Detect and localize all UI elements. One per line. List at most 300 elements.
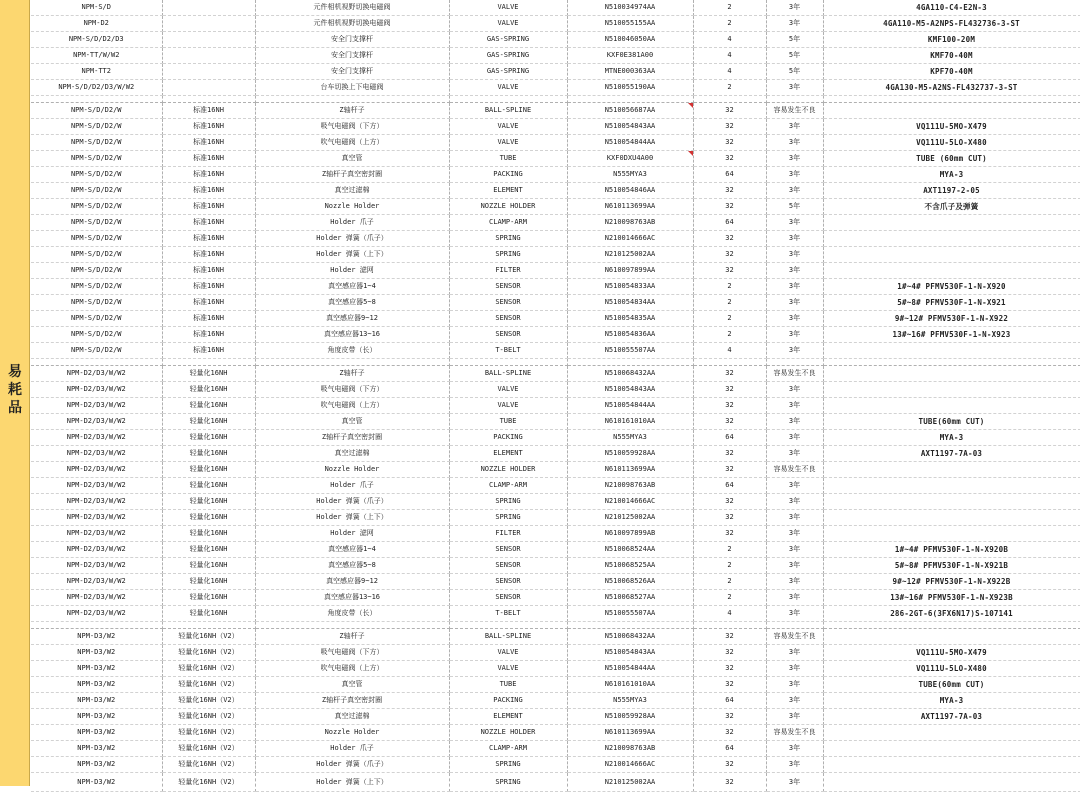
separator-cell[interactable] [567,622,693,629]
cell-head-type[interactable]: 轻量化16NH（V2） [162,757,255,773]
cell-lifetime[interactable]: 5年 [766,32,823,48]
cell-quantity[interactable]: 32 [693,247,766,263]
cell-spec[interactable]: VQ111U-5MO-X479 [823,645,1080,661]
cell-part-class[interactable]: SPRING [449,231,567,247]
cell-lifetime[interactable]: 3年 [766,590,823,606]
cell-part-class[interactable]: VALVE [449,661,567,677]
cell-part-class[interactable]: ELEMENT [449,183,567,199]
cell-model[interactable]: NPM-D3/W2 [31,645,162,661]
cell-model[interactable]: NPM-D2 [31,16,162,32]
cell-part-name[interactable]: 真空管 [255,151,449,167]
cell-head-type[interactable] [162,80,255,96]
cell-part-number[interactable]: N555MYA3 [567,693,693,709]
cell-quantity[interactable]: 32 [693,398,766,414]
cell-part-class[interactable]: VALVE [449,16,567,32]
cell-spec[interactable]: 5#~8# PFMV530F-1-N-X921B [823,558,1080,574]
cell-part-class[interactable]: VALVE [449,645,567,661]
cell-head-type[interactable] [162,0,255,16]
cell-quantity[interactable]: 2 [693,0,766,16]
cell-lifetime[interactable]: 3年 [766,606,823,622]
cell-part-class[interactable]: VALVE [449,382,567,398]
cell-quantity[interactable]: 32 [693,183,766,199]
cell-quantity[interactable]: 64 [693,430,766,446]
cell-part-number[interactable]: N510054844AA [567,398,693,414]
cell-head-type[interactable]: 轻量化16NH [162,558,255,574]
cell-part-name[interactable]: Holder 弹簧（爪子） [255,757,449,773]
cell-spec[interactable] [823,725,1080,741]
cell-lifetime[interactable]: 5年 [766,48,823,64]
cell-quantity[interactable]: 4 [693,64,766,80]
cell-part-number[interactable]: N510054834AA [567,295,693,311]
cell-lifetime[interactable]: 3年 [766,414,823,430]
cell-part-class[interactable]: GAS-SPRING [449,48,567,64]
cell-head-type[interactable]: 轻量化16NH（V2） [162,773,255,792]
cell-part-number[interactable]: N510054843AA [567,119,693,135]
cell-part-class[interactable]: SENSOR [449,327,567,343]
cell-part-class[interactable]: VALVE [449,119,567,135]
cell-quantity[interactable]: 32 [693,199,766,215]
cell-part-name[interactable]: Holder 弹簧（上下） [255,510,449,526]
cell-quantity[interactable]: 64 [693,693,766,709]
cell-part-class[interactable]: NOZZLE HOLDER [449,462,567,478]
cell-head-type[interactable]: 轻量化16NH（V2） [162,709,255,725]
cell-part-number[interactable]: N210125002AA [567,510,693,526]
cell-head-type[interactable]: 轻量化16NH（V2） [162,741,255,757]
cell-part-name[interactable]: Holder 滤网 [255,526,449,542]
cell-part-name[interactable]: 真空过滤棉 [255,446,449,462]
cell-part-name[interactable]: 真空感应器5~8 [255,295,449,311]
cell-lifetime[interactable]: 5年 [766,64,823,80]
cell-spec[interactable]: KPF70-40M [823,64,1080,80]
separator-cell[interactable] [693,622,766,629]
cell-part-name[interactable]: 真空感应器1~4 [255,279,449,295]
cell-part-name[interactable]: Holder 爪子 [255,215,449,231]
cell-part-number[interactable]: N610097899AA [567,263,693,279]
cell-part-number[interactable]: N555MYA3 [567,167,693,183]
cell-spec[interactable]: AXT1197-7A-03 [823,446,1080,462]
cell-lifetime[interactable]: 容易发生不良 [766,725,823,741]
separator-cell[interactable] [823,622,1080,629]
cell-part-name[interactable]: Z轴杆子 [255,103,449,119]
cell-model[interactable]: NPM-D2/D3/W/W2 [31,366,162,382]
cell-part-number[interactable]: N510068432AA [567,366,693,382]
cell-model[interactable]: NPM-D2/D3/W/W2 [31,510,162,526]
cell-part-class[interactable]: NOZZLE HOLDER [449,725,567,741]
cell-head-type[interactable]: 标准16NH [162,247,255,263]
cell-head-type[interactable]: 标准16NH [162,279,255,295]
cell-part-name[interactable]: Z轴杆子真空密封圈 [255,693,449,709]
cell-part-number[interactable]: N210014666AC [567,231,693,247]
cell-lifetime[interactable]: 3年 [766,16,823,32]
cell-head-type[interactable]: 轻量化16NH [162,462,255,478]
cell-head-type[interactable]: 轻量化16NH [162,494,255,510]
cell-spec[interactable] [823,247,1080,263]
cell-model[interactable]: NPM-S/D/D2/D3/W/W2 [31,80,162,96]
cell-head-type[interactable]: 标准16NH [162,103,255,119]
cell-spec[interactable] [823,366,1080,382]
cell-model[interactable]: NPM-S/D/D2/W [31,295,162,311]
cell-part-class[interactable]: SENSOR [449,279,567,295]
cell-part-name[interactable]: 元件相机视野切换电磁阀 [255,0,449,16]
separator-cell[interactable] [567,359,693,366]
cell-part-name[interactable]: 真空过滤棉 [255,709,449,725]
cell-quantity[interactable]: 2 [693,558,766,574]
cell-part-number[interactable]: N510059928AA [567,709,693,725]
cell-head-type[interactable]: 标准16NH [162,215,255,231]
separator-cell[interactable] [31,96,162,103]
cell-lifetime[interactable]: 3年 [766,263,823,279]
cell-model[interactable]: NPM-D3/W2 [31,661,162,677]
cell-part-number[interactable]: N510068526AA [567,574,693,590]
cell-part-class[interactable]: ELEMENT [449,446,567,462]
cell-part-name[interactable]: 安全门支撑杆 [255,64,449,80]
cell-part-number[interactable]: N510068527AA [567,590,693,606]
cell-model[interactable]: NPM-S/D/D2/W [31,135,162,151]
cell-part-number[interactable]: N510068524AA [567,542,693,558]
separator-cell[interactable] [255,359,449,366]
cell-lifetime[interactable]: 容易发生不良 [766,462,823,478]
cell-lifetime[interactable]: 3年 [766,773,823,792]
cell-part-name[interactable]: 真空感应器5~8 [255,558,449,574]
cell-part-name[interactable]: 角度皮带（长） [255,606,449,622]
cell-part-class[interactable]: SPRING [449,757,567,773]
cell-part-class[interactable]: T-BELT [449,343,567,359]
cell-quantity[interactable]: 64 [693,215,766,231]
cell-head-type[interactable]: 轻量化16NH（V2） [162,725,255,741]
cell-part-class[interactable]: CLAMP-ARM [449,478,567,494]
cell-model[interactable]: NPM-D3/W2 [31,741,162,757]
cell-spec[interactable] [823,343,1080,359]
cell-head-type[interactable]: 标准16NH [162,263,255,279]
cell-part-number[interactable]: N610161010AA [567,677,693,693]
cell-part-number[interactable]: N510068432AA [567,629,693,645]
cell-quantity[interactable]: 32 [693,446,766,462]
cell-lifetime[interactable]: 容易发生不良 [766,366,823,382]
cell-lifetime[interactable]: 3年 [766,661,823,677]
cell-part-class[interactable]: CLAMP-ARM [449,741,567,757]
cell-quantity[interactable]: 2 [693,542,766,558]
cell-model[interactable]: NPM-S/D/D2/W [31,199,162,215]
cell-part-name[interactable]: Z轴杆子真空密封圈 [255,430,449,446]
cell-part-class[interactable]: SPRING [449,247,567,263]
cell-quantity[interactable]: 32 [693,757,766,773]
cell-model[interactable]: NPM-D3/W2 [31,757,162,773]
cell-spec[interactable] [823,510,1080,526]
cell-part-number[interactable]: N210098763AB [567,741,693,757]
cell-part-number[interactable]: N210125002AA [567,247,693,263]
cell-spec[interactable] [823,382,1080,398]
cell-head-type[interactable]: 标准16NH [162,119,255,135]
cell-part-number[interactable]: N510054843AA [567,645,693,661]
cell-lifetime[interactable]: 3年 [766,478,823,494]
cell-spec[interactable]: 4GA130-M5-A2NS-FL432737-3-ST [823,80,1080,96]
cell-part-name[interactable]: 吸气电磁阀（下方） [255,645,449,661]
separator-cell[interactable] [449,96,567,103]
cell-spec[interactable]: VQ111U-5LO-X480 [823,661,1080,677]
separator-cell[interactable] [162,622,255,629]
cell-part-name[interactable]: Holder 弹簧（上下） [255,247,449,263]
cell-model[interactable]: NPM-D2/D3/W/W2 [31,462,162,478]
cell-part-class[interactable]: SENSOR [449,574,567,590]
cell-lifetime[interactable]: 3年 [766,215,823,231]
cell-part-number[interactable]: N510046050AA [567,32,693,48]
cell-part-class[interactable]: GAS-SPRING [449,32,567,48]
cell-model[interactable]: NPM-S/D [31,0,162,16]
cell-part-class[interactable]: SENSOR [449,558,567,574]
cell-head-type[interactable]: 标准16NH [162,311,255,327]
cell-part-number[interactable]: N610161010AA [567,414,693,430]
cell-quantity[interactable]: 32 [693,645,766,661]
cell-part-class[interactable]: BALL-SPLINE [449,629,567,645]
cell-head-type[interactable]: 轻量化16NH（V2） [162,661,255,677]
cell-spec[interactable] [823,773,1080,792]
cell-part-number[interactable]: MTNE000363AA [567,64,693,80]
separator-cell[interactable] [255,96,449,103]
cell-quantity[interactable]: 32 [693,382,766,398]
cell-part-number[interactable]: N510068525AA [567,558,693,574]
cell-part-name[interactable]: Holder 弹簧（爪子） [255,494,449,510]
separator-cell[interactable] [31,359,162,366]
cell-head-type[interactable]: 轻量化16NH [162,414,255,430]
cell-part-class[interactable]: PACKING [449,693,567,709]
cell-quantity[interactable]: 32 [693,366,766,382]
cell-model[interactable]: NPM-S/D/D2/W [31,119,162,135]
cell-quantity[interactable]: 4 [693,48,766,64]
cell-part-number[interactable]: N510054836AA [567,327,693,343]
cell-part-name[interactable]: 真空管 [255,677,449,693]
separator-cell[interactable] [823,96,1080,103]
cell-head-type[interactable]: 轻量化16NH [162,606,255,622]
cell-lifetime[interactable]: 3年 [766,231,823,247]
cell-model[interactable]: NPM-D2/D3/W/W2 [31,558,162,574]
cell-lifetime[interactable]: 3年 [766,510,823,526]
cell-part-name[interactable]: 安全门支撑杆 [255,32,449,48]
cell-head-type[interactable]: 轻量化16NH [162,590,255,606]
cell-part-class[interactable]: BALL-SPLINE [449,366,567,382]
cell-quantity[interactable]: 4 [693,606,766,622]
cell-quantity[interactable]: 2 [693,574,766,590]
cell-part-number[interactable]: N510034974AA [567,0,693,16]
cell-quantity[interactable]: 32 [693,151,766,167]
cell-part-class[interactable]: SPRING [449,773,567,792]
cell-quantity[interactable]: 2 [693,279,766,295]
cell-part-class[interactable]: SENSOR [449,590,567,606]
cell-part-name[interactable]: Holder 弹簧（爪子） [255,231,449,247]
cell-part-class[interactable]: VALVE [449,0,567,16]
cell-head-type[interactable]: 标准16NH [162,327,255,343]
cell-lifetime[interactable]: 3年 [766,757,823,773]
cell-lifetime[interactable]: 容易发生不良 [766,103,823,119]
cell-quantity[interactable]: 4 [693,32,766,48]
cell-head-type[interactable]: 轻量化16NH（V2） [162,693,255,709]
cell-lifetime[interactable]: 3年 [766,446,823,462]
cell-spec[interactable]: TUBE(60mm CUT) [823,677,1080,693]
cell-part-class[interactable]: FILTER [449,526,567,542]
cell-part-class[interactable]: PACKING [449,430,567,446]
cell-part-name[interactable]: Holder 爪子 [255,478,449,494]
cell-lifetime[interactable]: 3年 [766,167,823,183]
cell-part-name[interactable]: 真空感应器13~16 [255,590,449,606]
cell-model[interactable]: NPM-D3/W2 [31,773,162,792]
cell-spec[interactable] [823,526,1080,542]
cell-part-number[interactable]: N210098763AB [567,478,693,494]
cell-head-type[interactable]: 轻量化16NH [162,398,255,414]
cell-quantity[interactable]: 4 [693,343,766,359]
cell-part-name[interactable]: 真空感应器13~16 [255,327,449,343]
cell-lifetime[interactable]: 3年 [766,119,823,135]
cell-lifetime[interactable]: 3年 [766,693,823,709]
cell-part-number[interactable]: N510054835AA [567,311,693,327]
cell-model[interactable]: NPM-D3/W2 [31,693,162,709]
cell-part-number[interactable]: N555MYA3 [567,430,693,446]
cell-part-number[interactable]: N510055507AA [567,606,693,622]
cell-quantity[interactable]: 32 [693,494,766,510]
cell-quantity[interactable]: 32 [693,709,766,725]
cell-part-number[interactable]: N510054846AA [567,183,693,199]
separator-cell[interactable] [449,359,567,366]
cell-spec[interactable]: AXT1197-2-05 [823,183,1080,199]
cell-model[interactable]: NPM-D2/D3/W/W2 [31,542,162,558]
cell-quantity[interactable]: 32 [693,135,766,151]
cell-part-name[interactable]: 吸气电磁阀（下方） [255,382,449,398]
cell-quantity[interactable]: 32 [693,119,766,135]
cell-head-type[interactable]: 轻量化16NH [162,542,255,558]
cell-lifetime[interactable]: 3年 [766,677,823,693]
cell-part-name[interactable]: Nozzle Holder [255,462,449,478]
cell-spec[interactable] [823,103,1080,119]
cell-part-name[interactable]: 安全门支撑杆 [255,48,449,64]
cell-model[interactable]: NPM-D2/D3/W/W2 [31,414,162,430]
cell-part-class[interactable]: SPRING [449,494,567,510]
cell-part-class[interactable]: GAS-SPRING [449,64,567,80]
cell-lifetime[interactable]: 3年 [766,542,823,558]
cell-spec[interactable]: MYA-3 [823,167,1080,183]
cell-part-class[interactable]: TUBE [449,151,567,167]
cell-part-number[interactable]: KXF0DXU4A00 [567,151,693,167]
cell-quantity[interactable]: 32 [693,510,766,526]
separator-cell[interactable] [567,96,693,103]
cell-model[interactable]: NPM-S/D/D2/W [31,151,162,167]
cell-model[interactable]: NPM-D3/W2 [31,709,162,725]
cell-part-number[interactable]: N610113699AA [567,462,693,478]
cell-head-type[interactable] [162,64,255,80]
cell-model[interactable]: NPM-S/D/D2/W [31,343,162,359]
cell-lifetime[interactable]: 3年 [766,327,823,343]
cell-lifetime[interactable]: 3年 [766,558,823,574]
cell-part-number[interactable]: N510055190AA [567,80,693,96]
cell-part-class[interactable]: SENSOR [449,295,567,311]
cell-head-type[interactable] [162,48,255,64]
cell-part-number[interactable]: N210014666AC [567,494,693,510]
cell-part-number[interactable]: N610113699AA [567,199,693,215]
cell-model[interactable]: NPM-S/D/D2/W [31,279,162,295]
cell-lifetime[interactable]: 3年 [766,526,823,542]
cell-spec[interactable]: 4GA110-C4-E2N-3 [823,0,1080,16]
cell-lifetime[interactable]: 3年 [766,398,823,414]
cell-part-name[interactable]: 真空感应器9~12 [255,574,449,590]
cell-model[interactable]: NPM-S/D/D2/W [31,247,162,263]
cell-quantity[interactable]: 32 [693,414,766,430]
cell-spec[interactable]: 13#~16# PFMV530F-1-N-X923 [823,327,1080,343]
cell-spec[interactable]: 13#~16# PFMV530F-1-N-X923B [823,590,1080,606]
cell-spec[interactable]: TUBE(60mm CUT) [823,414,1080,430]
cell-part-number[interactable]: N610113699AA [567,725,693,741]
cell-part-name[interactable]: Nozzle Holder [255,725,449,741]
separator-cell[interactable] [693,359,766,366]
cell-part-number[interactable]: N510059928AA [567,446,693,462]
cell-model[interactable]: NPM-D2/D3/W/W2 [31,574,162,590]
separator-cell[interactable] [162,359,255,366]
cell-lifetime[interactable]: 3年 [766,311,823,327]
cell-model[interactable]: NPM-S/D/D2/W [31,231,162,247]
separator-cell[interactable] [766,622,823,629]
cell-part-class[interactable]: PACKING [449,167,567,183]
cell-head-type[interactable]: 标准16NH [162,295,255,311]
cell-spec[interactable]: KMF100-20M [823,32,1080,48]
cell-part-number[interactable]: N510055155AA [567,16,693,32]
cell-part-number[interactable]: N510056687AA [567,103,693,119]
cell-part-name[interactable]: 角度皮带（长） [255,343,449,359]
cell-quantity[interactable]: 2 [693,80,766,96]
cell-part-class[interactable]: SENSOR [449,311,567,327]
cell-model[interactable]: NPM-S/D/D2/W [31,183,162,199]
cell-spec[interactable]: AXT1197-7A-03 [823,709,1080,725]
cell-quantity[interactable]: 32 [693,231,766,247]
cell-spec[interactable]: MYA-3 [823,693,1080,709]
cell-model[interactable]: NPM-D2/D3/W/W2 [31,430,162,446]
cell-spec[interactable] [823,215,1080,231]
cell-head-type[interactable]: 轻量化16NH [162,382,255,398]
cell-spec[interactable]: 4GA110-M5-A2NPS-FL432736-3-ST [823,16,1080,32]
cell-part-number[interactable]: N510054844AA [567,661,693,677]
cell-lifetime[interactable]: 3年 [766,80,823,96]
cell-model[interactable]: NPM-D3/W2 [31,677,162,693]
cell-lifetime[interactable]: 3年 [766,494,823,510]
cell-quantity[interactable]: 64 [693,741,766,757]
cell-part-name[interactable]: 吹气电磁阀（上方） [255,135,449,151]
cell-part-number[interactable]: KXF0E381A00 [567,48,693,64]
cell-spec[interactable] [823,398,1080,414]
cell-part-class[interactable]: FILTER [449,263,567,279]
cell-model[interactable]: NPM-S/D/D2/W [31,103,162,119]
cell-part-name[interactable]: Holder 滤网 [255,263,449,279]
cell-model[interactable]: NPM-D3/W2 [31,725,162,741]
cell-part-number[interactable]: N510054843AA [567,382,693,398]
cell-model[interactable]: NPM-D2/D3/W/W2 [31,494,162,510]
cell-model[interactable]: NPM-TT/W/W2 [31,48,162,64]
cell-quantity[interactable]: 32 [693,263,766,279]
cell-model[interactable]: NPM-D2/D3/W/W2 [31,478,162,494]
cell-model[interactable]: NPM-S/D/D2/W [31,327,162,343]
cell-quantity[interactable]: 64 [693,478,766,494]
cell-lifetime[interactable]: 3年 [766,709,823,725]
cell-spec[interactable] [823,263,1080,279]
cell-model[interactable]: NPM-S/D/D2/W [31,311,162,327]
cell-quantity[interactable]: 32 [693,677,766,693]
cell-model[interactable]: NPM-D2/D3/W/W2 [31,382,162,398]
cell-part-name[interactable]: Z轴杆子真空密封圈 [255,167,449,183]
cell-part-name[interactable]: Nozzle Holder [255,199,449,215]
cell-part-number[interactable]: N510055507AA [567,343,693,359]
cell-lifetime[interactable]: 3年 [766,151,823,167]
cell-lifetime[interactable]: 3年 [766,382,823,398]
cell-lifetime[interactable]: 3年 [766,343,823,359]
cell-part-class[interactable]: ELEMENT [449,709,567,725]
cell-quantity[interactable]: 2 [693,295,766,311]
cell-spec[interactable] [823,741,1080,757]
cell-spec[interactable] [823,231,1080,247]
cell-head-type[interactable]: 标准16NH [162,343,255,359]
